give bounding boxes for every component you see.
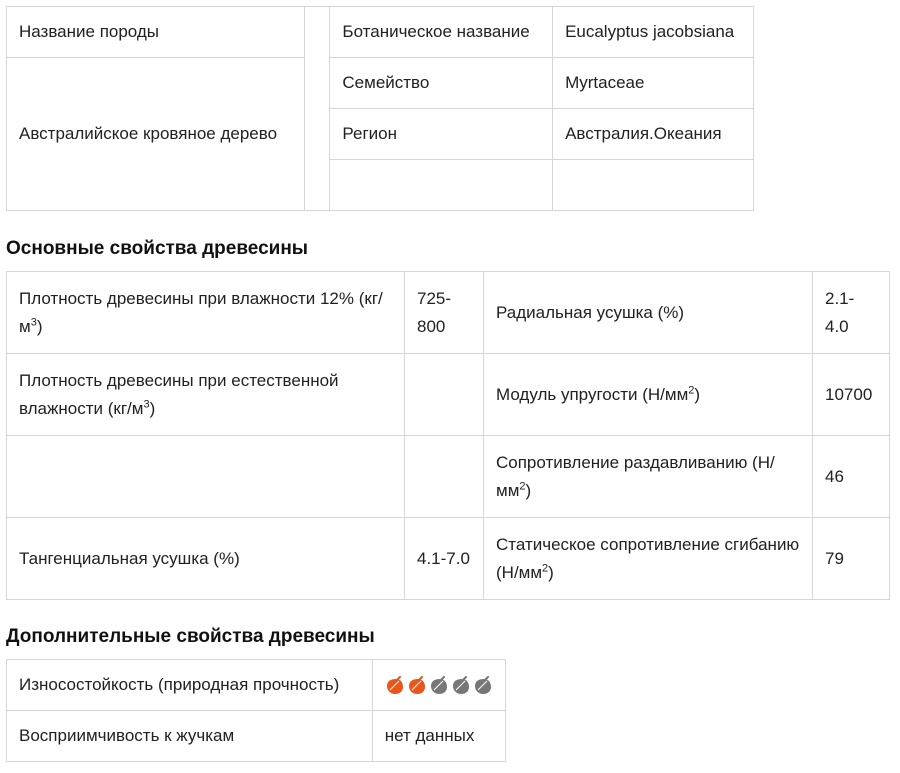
table-row — [7, 660, 506, 711]
property-label-tail: ) — [149, 398, 156, 418]
table-row — [7, 518, 890, 600]
property-label-tail: ) — [548, 562, 554, 582]
property-label-text: Статическое сопротивление сгибанию (Н/мм — [496, 534, 800, 582]
property-label-tail: ) — [694, 384, 701, 404]
extra-properties-table — [6, 659, 506, 762]
species-value: Австралия.Океания — [553, 109, 754, 160]
leaf-icon — [429, 676, 449, 696]
property-value — [405, 354, 484, 436]
property-label — [7, 354, 405, 436]
property-value: 4.1-7.0 — [405, 518, 484, 600]
extra-properties-heading: Дополнительные свойства древесины — [6, 626, 375, 647]
table-row — [7, 711, 506, 762]
property-label-text: Радиальная усушка (%) — [496, 302, 685, 322]
species-key — [330, 160, 553, 211]
leaf-icon — [473, 676, 493, 696]
property-label-tail: ) — [525, 480, 532, 500]
property-label — [7, 272, 405, 354]
property-label — [484, 354, 813, 436]
species-name-label: Название породы — [7, 7, 305, 58]
property-value: 725-800 — [405, 272, 484, 354]
leaf-icon — [385, 676, 405, 696]
leaf-rating — [385, 676, 493, 696]
species-value: Myrtaceae — [553, 58, 754, 109]
species-key: Семейство — [330, 58, 553, 109]
property-label-text: Плотность древесины при влажности 12% (кг/м — [19, 288, 383, 336]
species-value: Eucalyptus jacobsiana — [553, 7, 754, 58]
property-label — [484, 518, 813, 600]
durability-rating — [372, 660, 505, 711]
species-name-value: Австралийское кровяное дерево — [7, 58, 305, 211]
property-label-text: Сопротивление раздавливанию (Н/мм — [496, 452, 775, 500]
beetle-label: Восприимчивость к жучкам — [7, 711, 373, 762]
property-label-text: Плотность древесины при естественной влажности (кг/м — [19, 370, 339, 418]
unit-superscript: 3 — [143, 397, 150, 410]
property-label-text: Тангенциальная усушка (%) — [19, 548, 240, 568]
property-value: 79 — [813, 518, 890, 600]
main-properties-table — [6, 271, 890, 600]
property-value: 10700 — [813, 354, 890, 436]
leaf-icon — [451, 676, 471, 696]
table-row — [7, 436, 890, 518]
main-properties-heading: Основные свойства древесины — [6, 238, 309, 259]
beetle-value: нет данных — [372, 711, 505, 762]
unit-superscript: 2 — [542, 561, 549, 574]
property-label-text: Модуль упругости (Н/мм — [496, 384, 689, 404]
unit-superscript: 2 — [519, 479, 526, 492]
unit-superscript: 2 — [688, 383, 695, 396]
property-label-tail: ) — [36, 316, 43, 336]
species-value — [553, 160, 754, 211]
species-key: Регион — [330, 109, 553, 160]
property-label — [7, 436, 405, 518]
property-value: 46 — [813, 436, 890, 518]
species-table — [6, 6, 754, 211]
gap-cell — [305, 7, 330, 211]
property-value: 2.1-4.0 — [813, 272, 890, 354]
leaf-icon — [407, 676, 427, 696]
property-label — [484, 436, 813, 518]
table-row — [7, 354, 890, 436]
durability-label: Износостойкость (природная прочность) — [7, 660, 373, 711]
property-value — [405, 436, 484, 518]
property-label — [7, 518, 405, 600]
unit-superscript: 3 — [30, 315, 37, 328]
table-row — [7, 272, 890, 354]
property-label — [484, 272, 813, 354]
species-key: Ботаническое название — [330, 7, 553, 58]
